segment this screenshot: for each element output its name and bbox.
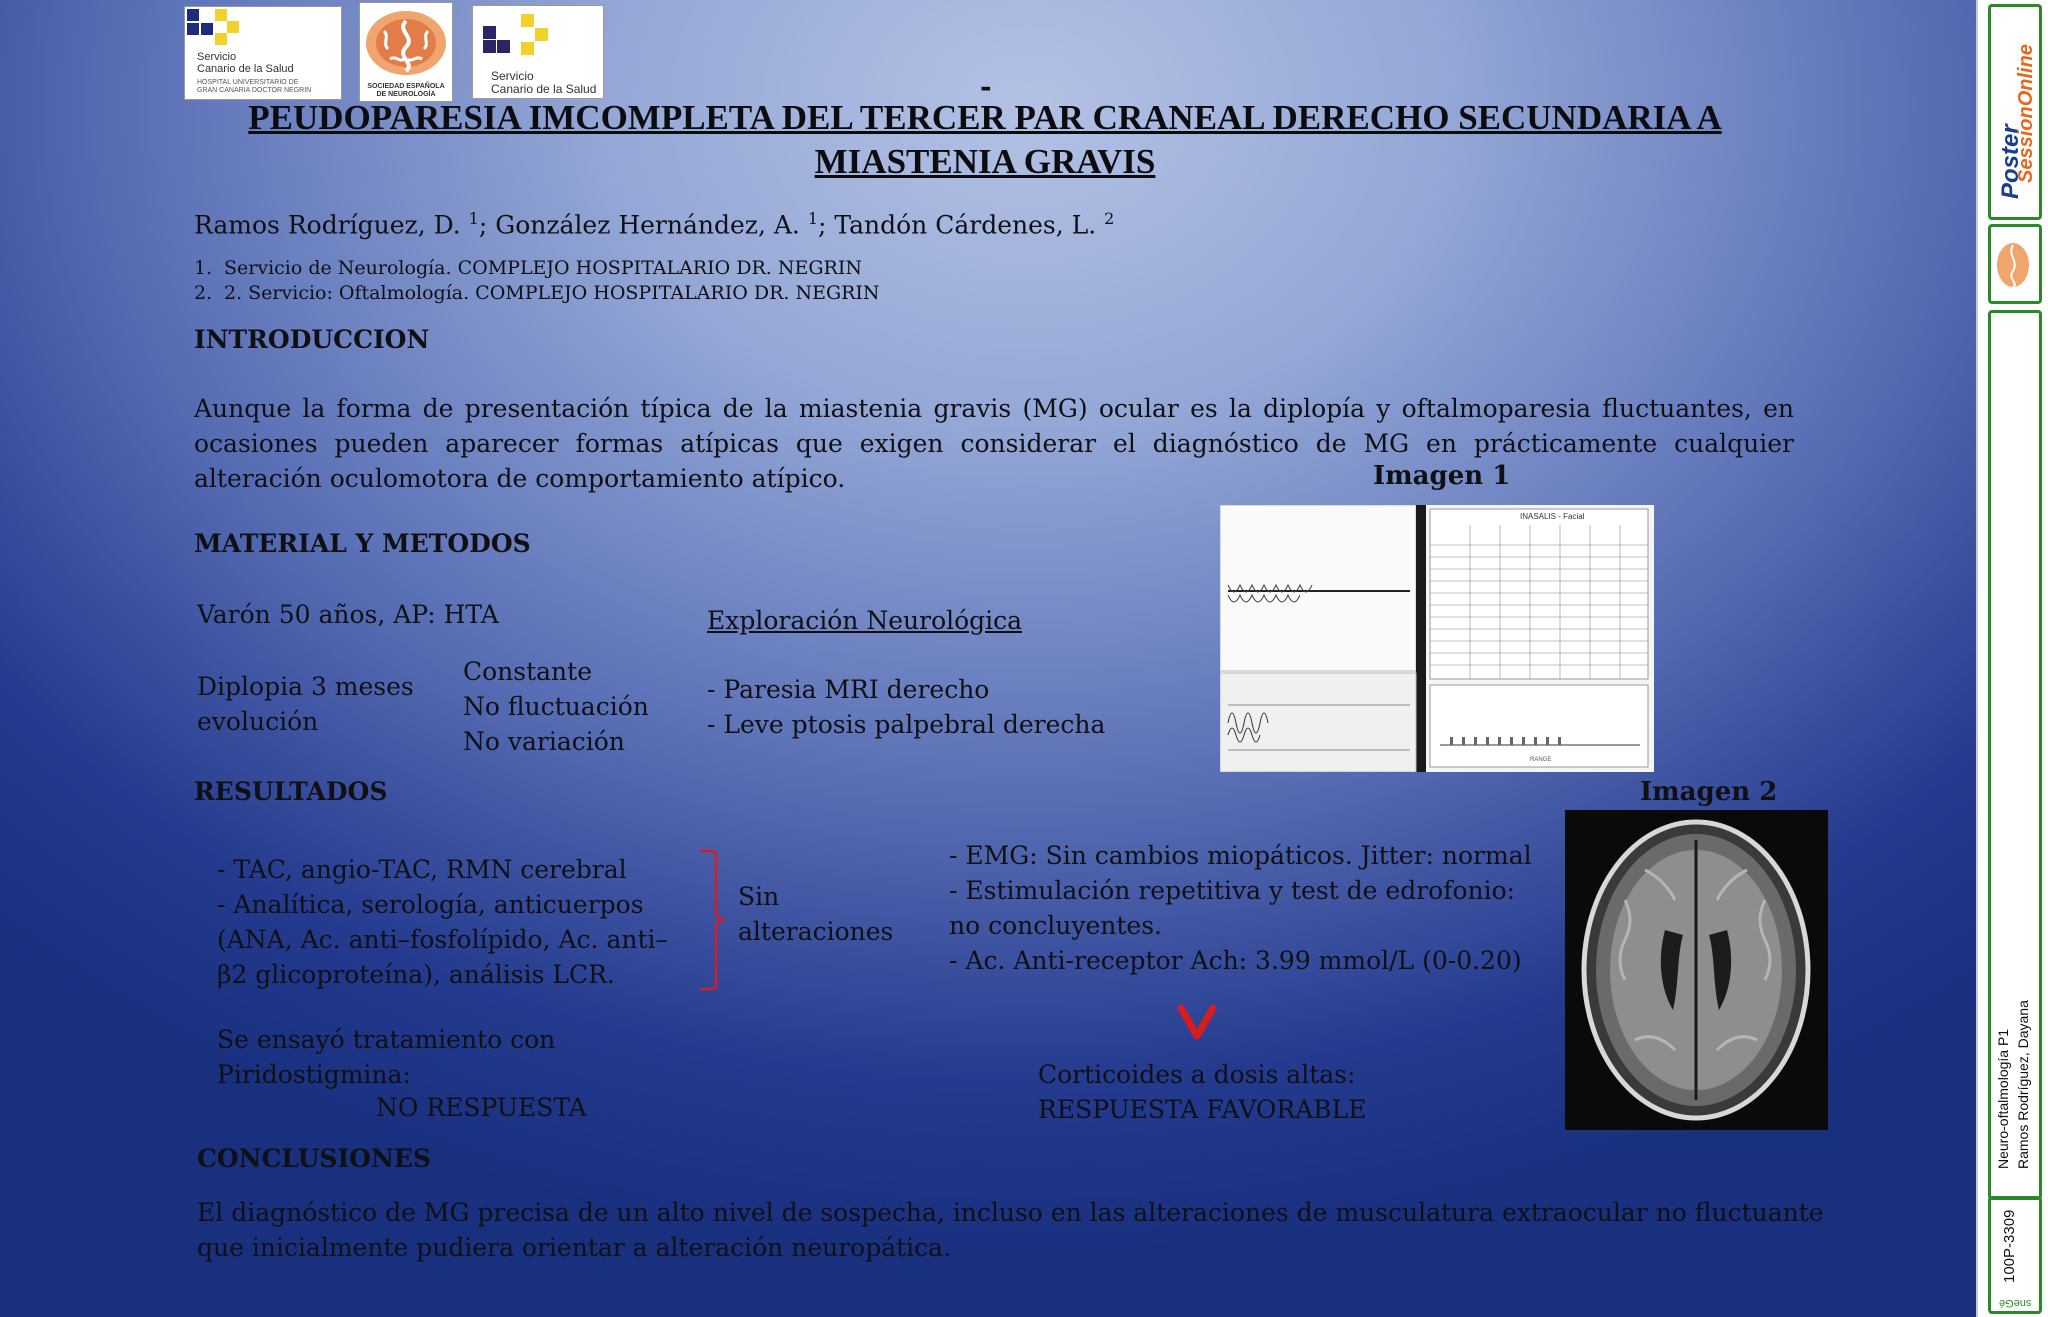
feature-item: No fluctuación xyxy=(463,692,649,721)
image-1-label: Imagen 1 xyxy=(1373,461,1511,491)
conclusion-line: que inicialmente pudiera orientar a alteración neuropática. xyxy=(197,1233,952,1262)
conclusions-heading: CONCLUSIONES xyxy=(197,1144,431,1173)
affiliation-number: 1. xyxy=(194,257,213,279)
mri-image xyxy=(1565,810,1828,1130)
conclusions-text xyxy=(197,1195,1824,1265)
brand-session-online: SessionOnline xyxy=(2015,44,2037,183)
test-item: - TAC, angio-TAC, RMN cerebral xyxy=(217,855,627,884)
code-frame xyxy=(1988,1196,2042,1314)
no-changes-line: Sin xyxy=(738,882,780,911)
emg-figure-title: INASALIS - Facial xyxy=(1520,512,1585,521)
brain-icon xyxy=(360,7,452,77)
logo-line: SOCIEDAD ESPAÑOLA xyxy=(367,83,445,90)
exam-item: - Leve ptosis palpebral derecha xyxy=(707,710,1106,739)
intro-heading: INTRODUCCION xyxy=(194,325,430,354)
conclusion-line: El diagnóstico de MG precisa de un alto nivel de sospecha, incluso en las alteraciones de musculatura extraocular no fluctuante xyxy=(197,1198,1824,1227)
emg-result-item: - Estimulación repetitiva y test de edrofonio: xyxy=(949,876,1516,905)
corticoids-result xyxy=(1038,1057,1367,1127)
emg-results xyxy=(949,838,1532,978)
emg-figure-scale: RANGE xyxy=(1530,757,1552,763)
brand-frame xyxy=(1988,4,2042,220)
diplopia-line: evolución xyxy=(197,707,319,736)
brain-icon xyxy=(1991,227,2039,301)
author-2-affil: 1 xyxy=(807,209,818,228)
authors xyxy=(194,203,1114,241)
treatment xyxy=(217,1022,555,1092)
emg-figure xyxy=(1220,505,1654,772)
session-info-frame xyxy=(1988,310,2042,1200)
patient-info: Varón 50 años, AP: HTA xyxy=(197,600,499,629)
red-brace xyxy=(698,849,728,991)
logo-sub: GRAN CANARIA DOCTOR NEGRIN xyxy=(197,86,312,94)
treatment-line: Se ensayó tratamiento con xyxy=(217,1025,556,1054)
feature-item: No variación xyxy=(463,727,625,756)
sen-logo-frame xyxy=(1988,224,2042,304)
emg-result-item: no concluyentes. xyxy=(949,911,1162,940)
logo-line: Canario de la Salud xyxy=(491,82,597,97)
feature-item: Constante xyxy=(463,657,593,686)
logo-line: DE NEUROLOGÍA xyxy=(376,90,436,98)
exam-title: Exploración Neurológica xyxy=(707,606,1023,635)
affiliation-2 xyxy=(194,281,880,305)
scs-squares-icon xyxy=(187,9,247,49)
no-response: NO RESPUESTA xyxy=(376,1093,587,1122)
test-item: - Analítica, serología, anticuerpos xyxy=(217,890,644,919)
image-2-label: Imagen 2 xyxy=(1640,777,1778,807)
arrow-down-icon xyxy=(1177,1002,1217,1042)
exam-item: - Paresia MRI derecho xyxy=(707,675,990,704)
test-item: β2 glicoproteína), análisis LCR. xyxy=(217,960,615,989)
emg-result-item: - Ac. Anti-receptor Ach: 3.99 mmol/L (0-0.20) xyxy=(949,946,1522,975)
treatment-line: Piridostigmina: xyxy=(217,1060,411,1089)
affiliation-1 xyxy=(194,256,862,280)
poster-session-sidebar xyxy=(1976,0,2048,1317)
results-heading: RESULTADOS xyxy=(194,777,388,806)
corticoids-line: Corticoides a dosis altas: xyxy=(1038,1060,1356,1089)
affiliation-number: 2. xyxy=(194,282,213,304)
no-changes xyxy=(738,879,893,949)
mri-drawing xyxy=(1565,810,1828,1130)
diplopia-info xyxy=(197,669,414,739)
affiliation-text: Servicio de Neurología. COMPLEJO HOSPITALARIO DR. NEGRIN xyxy=(224,257,862,279)
exam-findings xyxy=(707,672,1105,742)
author-2: ; González Hernández, A. xyxy=(478,210,808,240)
brand-poster: Poster xyxy=(1997,124,2024,199)
logo-line: Servicio xyxy=(491,69,534,83)
session-name: Neuro-oftalmología P1 xyxy=(1995,1028,2011,1169)
scs-squares-icon xyxy=(483,14,563,66)
test-item: (ANA, Ac. anti–fosfolípido, Ac. anti– xyxy=(217,925,669,954)
logo-scs-hospital xyxy=(184,6,342,100)
title-dash: - xyxy=(980,70,992,103)
logo-line: Canario de la Salud xyxy=(197,63,294,76)
methods-heading: MATERIAL Y METODOS xyxy=(194,529,531,558)
poster-title: PEUDOPARESIA IMCOMPLETA DEL TERCER PAR CRANEAL DERECHO SECUNDARIA A MIASTENIA GRAVIS xyxy=(248,98,1722,181)
logo-sub: HOSPITAL UNIVERSITARIO DE xyxy=(197,79,299,86)
poster-code: 100P-3309 xyxy=(2001,1209,2018,1283)
author-1-affil: 1 xyxy=(468,209,479,228)
diplopia-features xyxy=(463,654,649,759)
emg-figure-drawing xyxy=(1220,505,1654,772)
logo-scs xyxy=(472,5,604,99)
intro-text: Aunque la forma de presentación típica de la miastenia gravis (MG) ocular es la diplopía y oftalmoparesia fluctuantes, en ocasiones pueden aparecer formas atípicas que exigen considerar el diagnóstico de MG en prácticamente cualquier alteración oculomotora de comportamiento atípico. xyxy=(194,394,1794,493)
author-3: ; Tandón Cárdenes, L. xyxy=(818,210,1105,240)
affiliation-text: 2. Servicio: Oftalmología. COMPLEJO HOSPITALARIO DR. NEGRIN xyxy=(224,282,880,304)
author-1: Ramos Rodríguez, D. xyxy=(194,210,469,240)
author-3-affil: 2 xyxy=(1104,209,1115,228)
org-label: sneGé xyxy=(1999,1297,2032,1309)
logo-line: Servicio xyxy=(197,51,237,63)
session-author: Ramos Rodríguez, Dayana xyxy=(2015,1000,2031,1169)
logo-sen xyxy=(359,2,453,102)
diplopia-line: Diplopia 3 meses xyxy=(197,672,414,701)
tests-list xyxy=(217,852,668,992)
no-changes-line: alteraciones xyxy=(738,917,894,946)
corticoids-line: RESPUESTA FAVORABLE xyxy=(1038,1095,1367,1124)
emg-result-item: - EMG: Sin cambios miopáticos. Jitter: normal xyxy=(949,841,1532,870)
